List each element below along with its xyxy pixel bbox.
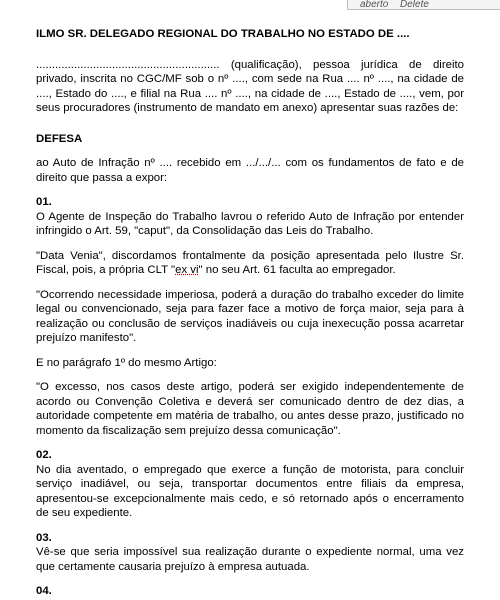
delete-label[interactable]: Delete (400, 0, 429, 10)
section-1-quote-1: "Ocorrendo necessidade imperiosa, poderá a duração do trabalho exceder do limite legal ou convencionado, seja para fazer face a motivo de força maior, seja para à realização ou conclusão de serviços inadiáveis ou cuja inexecução possa acarretar prejuízo manifesto". (36, 288, 464, 344)
document-title: ILMO SR. DELEGADO REGIONAL DO TRABALHO NO ESTADO DE .... (36, 28, 410, 40)
section-4-number: 04. (36, 585, 52, 597)
paragraph-2-start: "Data Venia", discordamos frontalmente da posição apresentada pelo Ilustre Sr. Fiscal, pois, a própria CLT " (36, 249, 464, 276)
intro-paragraph: .......................................................... (qualificação), pessoa jurídica de direito privado, inscrita no CGC/MF sob o nº ...., com sede na Rua .... nº ...., na cidade de ...., Estado do ...., e filial na Rua .... nº ...., na cidade de ...., Estado de ...., vem, por seus procuradores (instrumento de mandato em anexo) apresentar suas razões de: (36, 58, 464, 114)
section-2-text: No dia aventado, o empregado que exerce a função de motorista, para concluir serviço inadiável, ou seja, transportar documentos entre filiais da empresa, apresentou-se excepcionalmente mais cedo, e só retornado após o encerramento de seu expediente. (36, 463, 464, 519)
section-3-text: Vê-se que seria impossível sua realização durante o expediente normal, uma vez que certamente causaria prejuízo à empresa autuada. (36, 546, 464, 573)
section-1-paragraph-ref: E no parágrafo 1º do mesmo Artigo: (36, 356, 217, 369)
defense-heading: DEFESA (36, 132, 83, 145)
section-1-text: O Agente de Inspeção do Trabalho lavrou o referido Auto de Infração por entender infringido o Art. 59, "caput", da Consolidação das Leis do Trabalho. (36, 210, 464, 237)
section-3-number: 03. (36, 531, 52, 544)
section-1-quote-2: "O excesso, nos casos deste artigo, poderá ser exigido independentemente de acordo ou Convenção Coletiva e deverá ser comunicado dentro de dez dias, a autoridade competente em matéria de trabalho, ou antes desse prazo, justificado no momento da fiscalização sem prejuízo dessa comunicação". (36, 381, 464, 437)
ex-vi-term: ex vi (175, 264, 199, 276)
document-page (36, 27, 464, 599)
top-toolbar (347, 0, 500, 10)
section-1-number: 01. (36, 196, 52, 208)
paragraph-2-end: " no seu Art. 61 faculta ao empregador. (198, 264, 396, 276)
defense-intro: ao Auto de Infração nº .... recebido em .../.../... com os fundamentos de fato e de direito que passa a expor: (36, 157, 464, 184)
section-1-paragraph-2 (36, 249, 464, 278)
section-2-number: 02. (36, 449, 52, 461)
open-label[interactable]: aberto (360, 0, 389, 10)
